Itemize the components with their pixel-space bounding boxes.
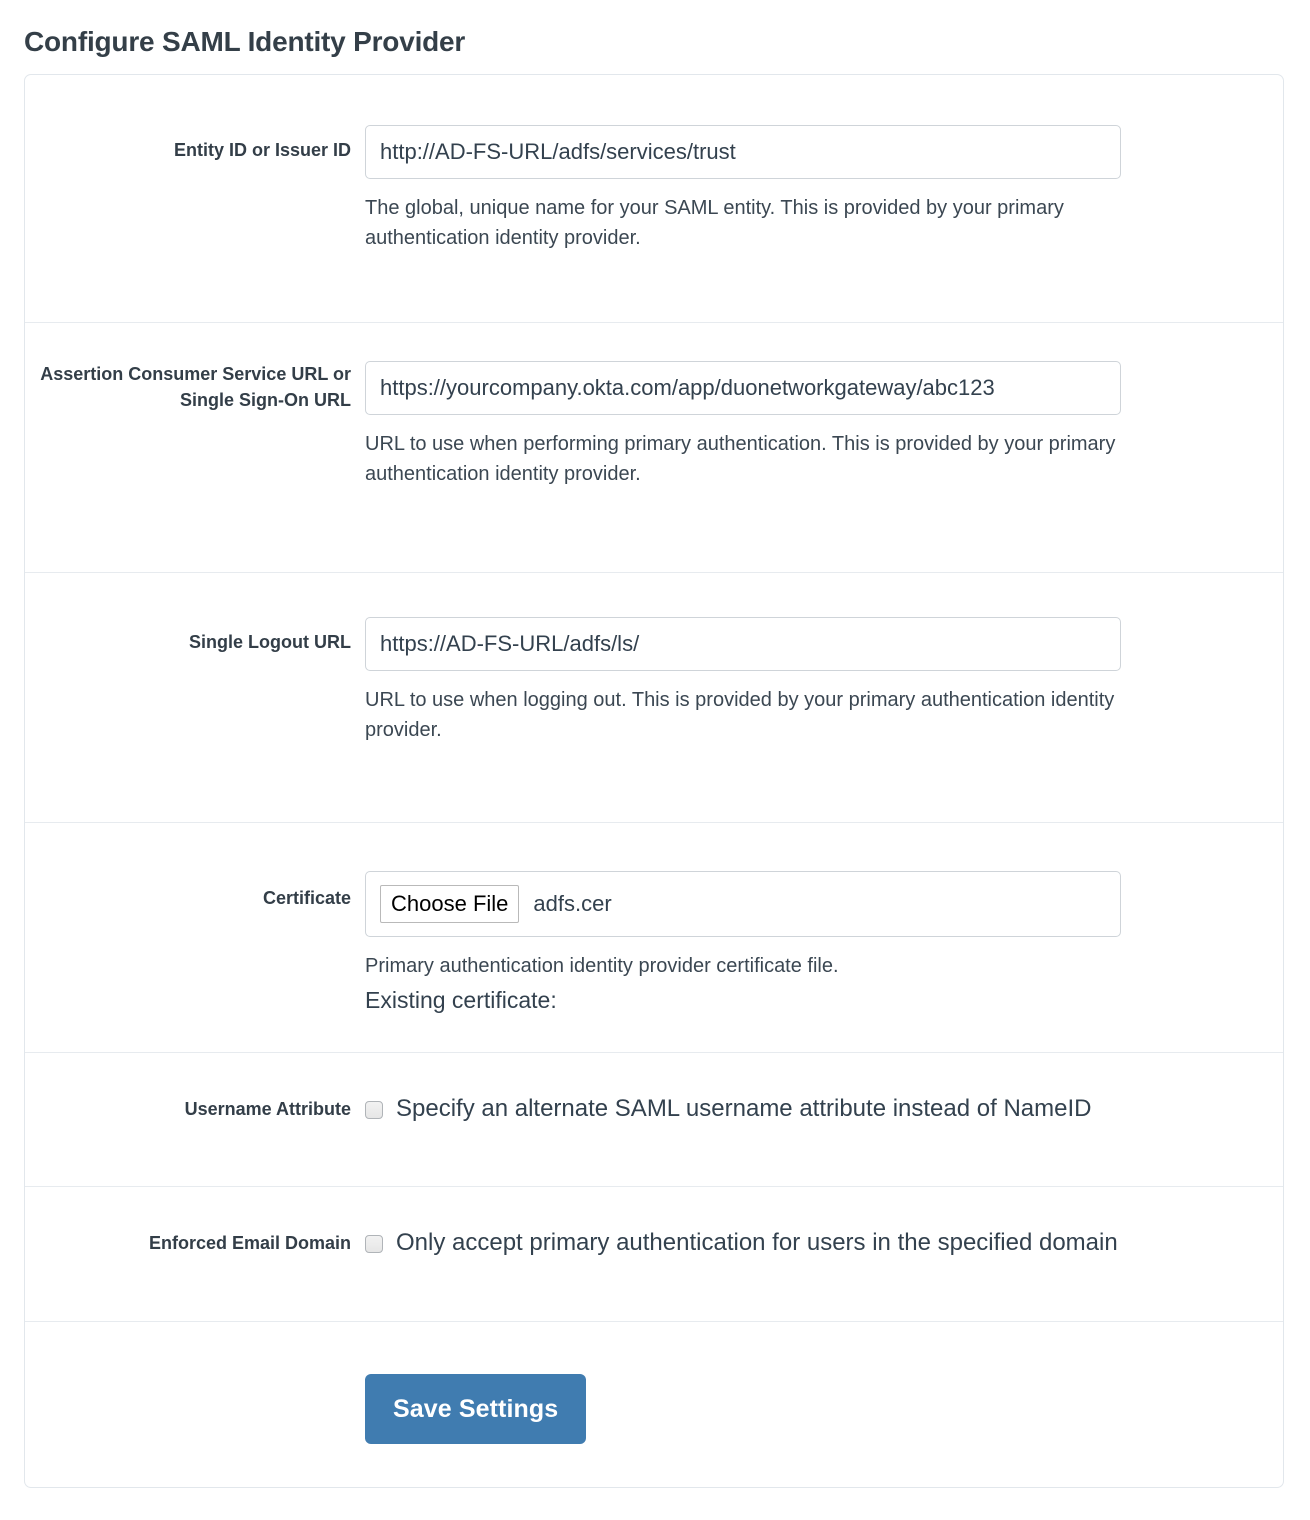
save-settings-button[interactable]: Save Settings — [365, 1374, 586, 1444]
page-title: Configure SAML Identity Provider — [24, 26, 466, 57]
choose-file-button[interactable]: Choose File — [380, 885, 519, 923]
certificate-label: Certificate — [262, 888, 351, 908]
form-row-enforced-email-domain — [25, 1187, 1283, 1322]
form-row-username-attribute — [25, 1053, 1283, 1187]
settings-panel — [24, 74, 1284, 1488]
existing-certificate-label: Existing certificate: — [365, 987, 557, 1013]
username-attribute-checkbox-label[interactable]: Specify an alternate SAML username attribute instead of NameID — [396, 1095, 1092, 1122]
form-row-save — [25, 1322, 1283, 1489]
single-logout-url-help-text: URL to use when logging out. This is provided by your primary authentication identity provider. — [365, 689, 1115, 741]
enforced-email-domain-label: Enforced Email Domain — [148, 1233, 351, 1253]
single-logout-url-control — [365, 617, 1283, 745]
certificate-file-input[interactable] — [365, 871, 1121, 937]
username-attribute-checkbox[interactable] — [365, 1101, 383, 1119]
save-button-wrapper — [25, 1322, 586, 1444]
entity-id-label: Entity ID or Issuer ID — [173, 140, 351, 160]
entity-id-help-text: The global, unique name for your SAML entity. This is provided by your primary authentication identity provider. — [365, 197, 1064, 249]
enforced-email-domain-control — [365, 1227, 1283, 1259]
form-row-certificate — [25, 823, 1283, 1053]
entity-id-control — [365, 125, 1283, 253]
username-attribute-check-line — [365, 1093, 1259, 1125]
username-attribute-control — [365, 1093, 1283, 1125]
username-attribute-label: Username Attribute — [184, 1099, 351, 1119]
single-logout-url-input[interactable] — [365, 617, 1121, 671]
form-row-acs-url — [25, 323, 1283, 573]
single-logout-url-label: Single Logout URL — [189, 632, 351, 652]
selected-file-name: adfs.cer — [533, 891, 612, 916]
form-row-single-logout-url — [25, 573, 1283, 823]
enforced-email-domain-checkbox-label[interactable]: Only accept primary authentication for users in the specified domain — [396, 1229, 1118, 1256]
certificate-control — [365, 871, 1283, 1017]
form-row-entity-id — [25, 75, 1283, 323]
acs-url-help-text: URL to use when performing primary authentication. This is provided by your primary authentication identity provider. — [365, 433, 1116, 485]
enforced-email-domain-check-line — [365, 1227, 1259, 1259]
acs-url-input[interactable] — [365, 361, 1121, 415]
certificate-help-text: Primary authentication identity provider certificate file. — [365, 955, 839, 977]
acs-url-control — [365, 361, 1283, 489]
enforced-email-domain-checkbox[interactable] — [365, 1235, 383, 1253]
entity-id-input[interactable] — [365, 125, 1121, 179]
acs-url-label: Assertion Consumer Service URL or Single Sign-On URL — [40, 364, 351, 410]
